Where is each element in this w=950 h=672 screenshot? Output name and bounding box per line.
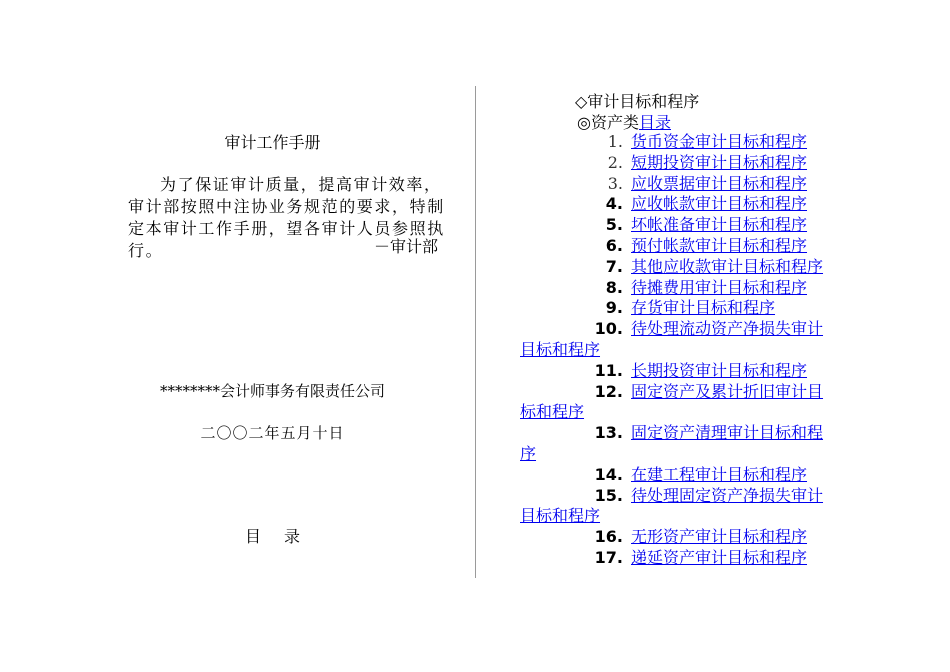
toc-item-number: 3. <box>607 173 623 193</box>
toc-item-number: 16. <box>594 527 623 547</box>
toc-item-number: 2. <box>607 152 623 172</box>
manual-title: 审计工作手册 <box>224 133 321 152</box>
subsection-heading <box>577 110 671 133</box>
toc-item[interactable] <box>520 298 865 319</box>
signature: －审计部 <box>373 237 438 256</box>
toc-item-link[interactable]: 待处理流动资产净损失审计 <box>631 319 824 339</box>
toc-item[interactable] <box>520 132 865 153</box>
toc-item[interactable] <box>520 465 865 486</box>
toc-item-number: 7. <box>605 256 623 276</box>
toc-item[interactable] <box>520 361 865 382</box>
toc-item[interactable] <box>520 548 865 569</box>
toc-item-link[interactable]: 货币资金审计目标和程序 <box>631 132 808 151</box>
toc-item-number: 14. <box>594 464 623 484</box>
toc-item-number: 12. <box>594 381 623 401</box>
toc-item-number: 13. <box>594 423 623 443</box>
toc-link[interactable]: 目录 <box>638 113 671 132</box>
toc-item[interactable] <box>520 319 865 361</box>
toc-item-link-continued[interactable]: 目标和程序 <box>520 339 601 359</box>
toc-item[interactable] <box>520 423 865 465</box>
toc-item[interactable] <box>520 153 865 174</box>
toc-item-link-continued[interactable]: 序 <box>520 443 537 463</box>
toc-heading: 目 录 <box>244 527 301 546</box>
toc-item-number: 5. <box>605 215 623 235</box>
toc-item[interactable] <box>520 174 865 195</box>
toc-item[interactable] <box>520 278 865 299</box>
toc-item-link[interactable]: 应收票据审计目标和程序 <box>631 173 808 193</box>
toc-item-link[interactable]: 长期投资审计目标和程序 <box>631 360 808 380</box>
toc-item[interactable] <box>520 527 865 548</box>
toc-item-link[interactable]: 待处理固定资产净损失审计 <box>631 485 824 505</box>
toc-item-number: 4. <box>605 194 623 214</box>
toc-item-link[interactable]: 递延资产审计目标和程序 <box>631 547 808 567</box>
toc-item[interactable] <box>520 194 865 215</box>
toc-item[interactable] <box>520 215 865 236</box>
toc-item-link[interactable]: 在建工程审计目标和程序 <box>631 464 808 484</box>
toc-item-link[interactable]: 固定资产及累计折旧审计目 <box>631 381 824 401</box>
toc-item-number: 15. <box>594 485 623 505</box>
toc-item-number: 10. <box>594 319 623 339</box>
toc-item-number: 1. <box>607 132 623 151</box>
toc-item-link[interactable]: 固定资产清理审计目标和程 <box>631 423 824 443</box>
toc-item-number: 8. <box>605 277 623 297</box>
toc-item-link[interactable]: 待摊费用审计目标和程序 <box>631 277 808 297</box>
toc-item[interactable] <box>520 486 865 528</box>
toc-item-number: 11. <box>594 360 623 380</box>
toc-item[interactable] <box>520 382 865 424</box>
firm-name: ********会计师事务有限责任公司 <box>159 382 385 400</box>
toc-item-number: 6. <box>605 235 623 255</box>
document-date: 二〇〇二年五月十日 <box>200 424 345 442</box>
toc-list <box>520 132 865 569</box>
subsection-prefix: ◎资产类 <box>577 113 639 132</box>
toc-item-link[interactable]: 无形资产审计目标和程序 <box>631 527 808 547</box>
toc-item-link-continued[interactable]: 标和程序 <box>520 402 585 422</box>
toc-item-link[interactable]: 预付帐款审计目标和程序 <box>631 235 808 255</box>
toc-item[interactable] <box>520 257 865 278</box>
toc-item-link[interactable]: 应收帐款审计目标和程序 <box>631 194 808 214</box>
toc-item-link[interactable]: 存货审计目标和程序 <box>631 298 776 318</box>
toc-item-link[interactable]: 短期投资审计目标和程序 <box>631 152 808 172</box>
intro-text: 为了保证审计质量，提高审计效率，审计部按照中注协业务规范的要求，特制定本审计工作手册，望各审计人员参照执行。 <box>128 175 445 260</box>
toc-item-number: 9. <box>605 298 623 318</box>
toc-item[interactable] <box>520 236 865 257</box>
toc-item-number: 17. <box>594 547 623 567</box>
toc-item-link[interactable]: 坏帐准备审计目标和程序 <box>631 215 808 235</box>
section-heading: ◇审计目标和程序 <box>575 92 700 111</box>
page-divider <box>475 86 476 578</box>
toc-item-link-continued[interactable]: 目标和程序 <box>520 506 601 526</box>
toc-item-link[interactable]: 其他应收款审计目标和程序 <box>631 256 824 276</box>
